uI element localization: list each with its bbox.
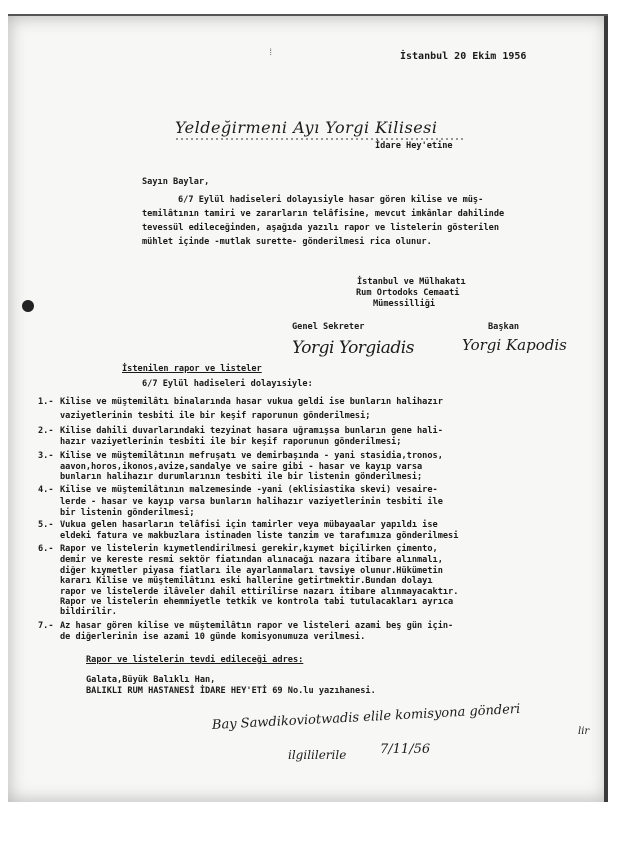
item-line: eldeki fatura ve makbuzlara istinaden liste tanzim ve tarafımıza gönderilmesi [60,531,459,541]
item-line: Az hasar gören kilise ve müştemilâtın rapor ve listeleri azami beş gün için- [60,621,454,631]
item-line: diğer kıymetler piyasa fiatları ile ayarlanmaları tavsiye olunur.Hükümetin [60,566,443,576]
intro-line: mühlet içinde -mutlak surette- gönderilmesi rica olunur. [142,237,432,247]
page-edge-shadow [604,16,608,802]
handwritten-note: Bay Sawdikoviotwadis elile komisyona gönderi [211,701,521,733]
item-line: Kilise ve müştemilâtının mefruşatı ve demirbaşında - yani stasidia,tronos, [60,451,443,461]
item-number: 3.- [38,451,54,461]
secretary-label: Genel Sekreter [292,322,365,332]
president-label: Başkan [488,322,520,332]
item-line: bunların halihazır durumlarının tesbiti ile bir listenin gönderilmesi; [60,472,423,482]
item-line: Kilise dahili duvarlarındaki tezyinat hasara uğramışsa bunların gene hali- [60,426,443,436]
handwritten-note-cc: ilgililerile [288,748,347,762]
addressee-handwritten: Yeldeğirmeni Ayı Yorgi Kilisesi [175,118,438,137]
org-line: Mümessilliği [373,299,436,309]
item-number: 6.- [38,544,54,554]
item-number: 2.- [38,426,54,436]
address-heading: Rapor ve listelerin tevdi edileceği adres: [86,655,304,665]
item-line: Rapor ve listelerin kıymetlendirilmesi gerekir,kıymet biçilirken çimento, [60,544,438,554]
item-line: de diğerlerinin ise azami 10 günde komisyonumuza verilmesi. [60,632,366,642]
handwritten-note-end: lir [578,726,590,737]
date-line: İstanbul 20 Ekim 1956 [400,51,527,62]
salutation: Sayın Baylar, [142,177,210,187]
item-number: 4.- [38,485,54,495]
address-line: BALIKLI RUM HASTANESİ İDARE HEY'ETİ 69 No.lu yazıhanesi. [86,686,376,696]
handwritten-note-date: 7/11/56 [380,742,431,757]
item-line: aavon,horos,ikonos,avize,sandalye ve saire gibi - hasar ve kayıp varsa [60,462,423,472]
address-line: Galata,Büyük Balıklı Han, [86,675,216,685]
item-line: Vukua gelen hasarların telâfisi için tamirler veya mübayaalar yapıldı ise [60,520,438,530]
item-line: bildirilir. [60,607,117,617]
org-line: Rum Ortodoks Cemaati [356,288,460,298]
item-line: Kilise ve müştemilâtının malzemesinde -yani (eklisiastika skevi) vesaire- [60,485,438,495]
item-line: kararı Kilise ve müştemilâtını eski hallerine getirtmektir.Bundan dolayı [60,576,433,586]
secretary-signature: Yorgi Yorgiadis [292,338,414,358]
intro-line: temilâtının tamiri ve zararların telâfisine, mevcut imkânlar dahilinde [142,209,505,219]
item-line: bir listenin gönderilmesi; [60,508,195,518]
requested-heading: İstenilen rapor ve listeler [122,364,262,374]
item-number: 7.- [38,621,54,631]
item-line: lerde - hasar ve kayıp varsa bunların halihazır vaziyetlerinin tesbiti ile [60,497,443,507]
item-line: hazır vaziyetlerinin tesbiti ile bir keşif raporunun gönderilmesi; [60,437,402,447]
intro-line: tevessül edileceğinden, aşağıda yazılı rapor ve listelerin gösterilen [142,223,499,233]
item-number: 5.- [38,520,54,530]
intro-line: 6/7 Eylül hadiseleri dolayısiyle hasar gören kilise ve müş- [178,195,484,205]
item-line: Rapor ve listelerin ehemmiyetle tetkik ve kontrola tabi tutulacakları ayrıca [60,597,454,607]
item-line: Kilise ve müştemilâtı binalarında hasar vukua geldi ise bunların halihazır [60,397,443,407]
requested-subheading: 6/7 Eylül hadiseleri dolayısiyle: [142,379,313,389]
item-line: rapor ve listelerde ilâveler dahil ettirilirse nazarı itibare alınmayacaktır. [60,587,459,597]
org-line: İstanbul ve Mülhakatı [357,277,466,287]
punch-hole-mark [22,300,34,312]
item-line: vaziyetlerinin tesbiti ile bir keşif raporunun gönderilmesi; [60,411,371,421]
president-signature: Yorgi Kapodis [462,336,567,354]
addressee-typed: İdare Hey'etine [375,141,453,151]
item-line: demir ve kereste resmi sektör fiatından alınacağı nazara itibare alınmalı, [60,555,443,565]
item-number: 1.- [38,397,54,407]
stray-mark: ⁞ [268,48,274,58]
